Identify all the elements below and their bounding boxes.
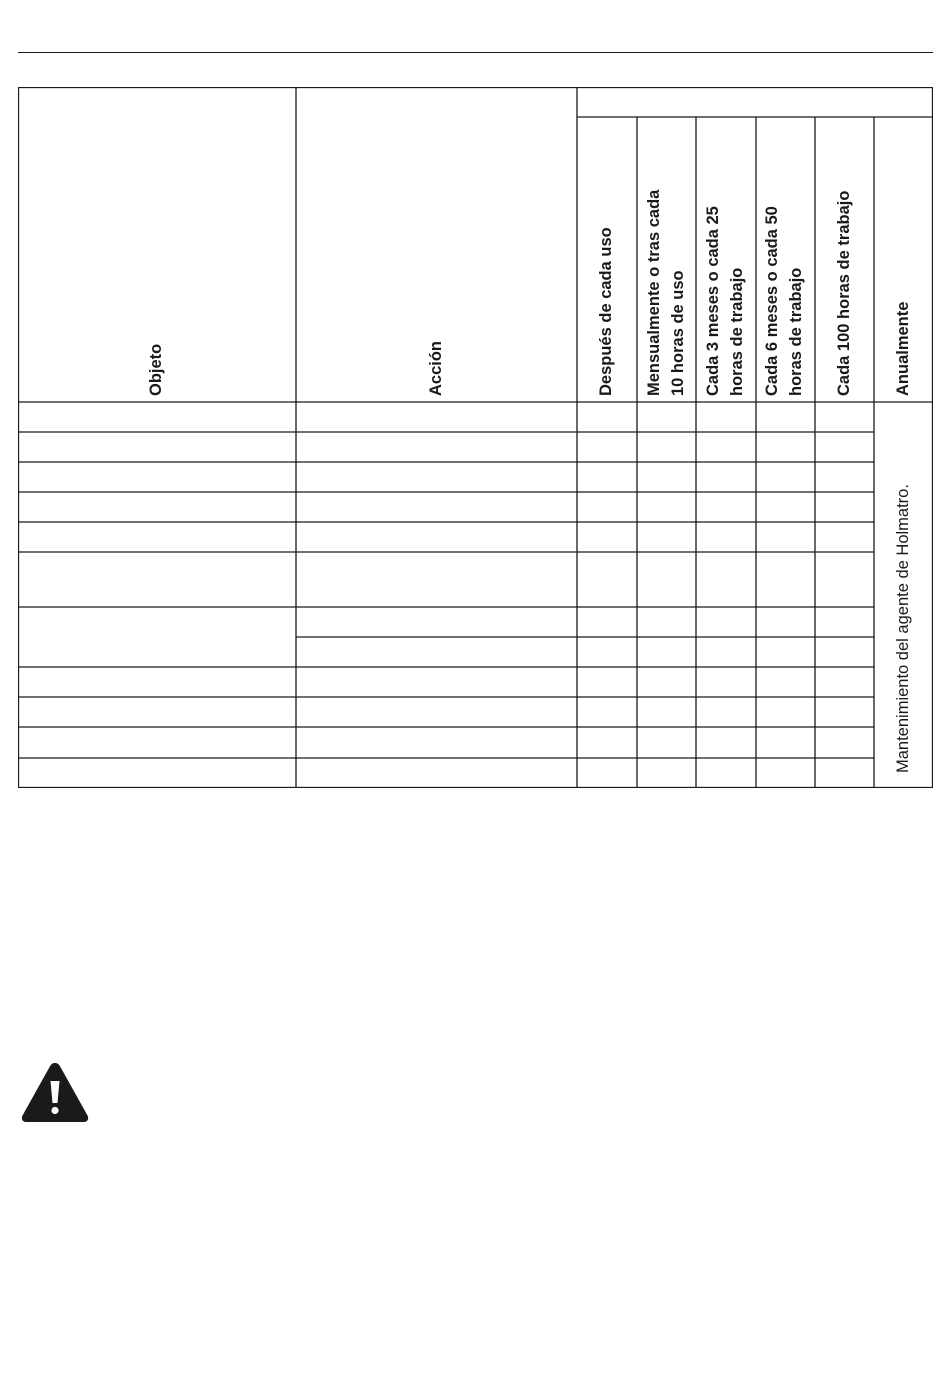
header-every-6-months: Cada 6 meses o cada 50 horas de trabajo (763, 206, 805, 396)
header-after-each-use: Después de cada uso (597, 227, 615, 396)
header-accion: Acción (427, 340, 445, 396)
page-top-rule (18, 52, 933, 53)
warning-triangle-icon (19, 1060, 91, 1126)
maintenance-table (18, 87, 933, 788)
annual-maintenance-note: Mantenimiento del agente de Holmatro. (894, 484, 912, 773)
header-objeto: Objeto (147, 343, 165, 396)
header-monthly: Mensualmente o tras cada 10 horas de uso (645, 189, 687, 396)
header-every-100-hours: Cada 100 horas de trabajo (835, 190, 853, 396)
header-annually: Anualmente (894, 301, 912, 396)
header-every-3-months: Cada 3 meses o cada 25 horas de trabajo (704, 206, 746, 396)
